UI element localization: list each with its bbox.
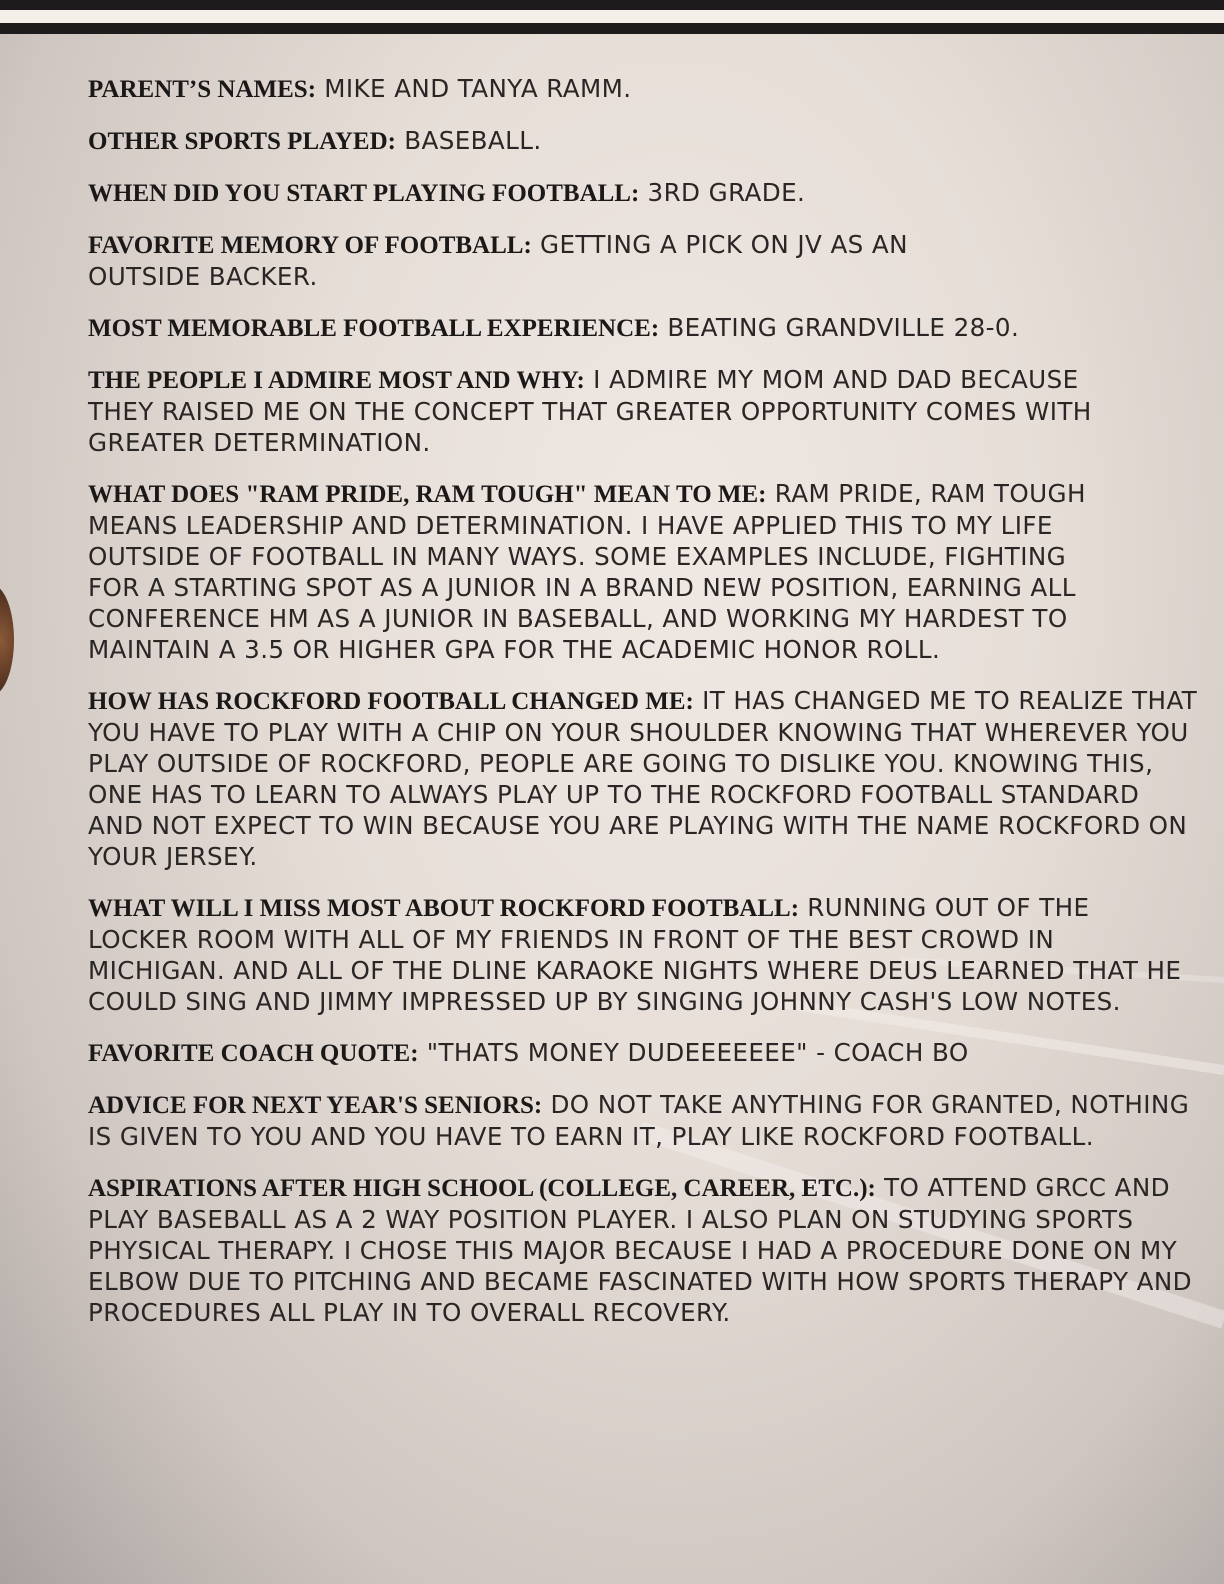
qa-parents-names (88, 73, 1198, 105)
answer-text: BEATING GRANDVILLE 28-0. (667, 313, 1020, 342)
qa-memorable-experience (88, 312, 1198, 344)
qa-miss-most (88, 892, 1198, 1017)
question-label: HOW HAS ROCKFORD FOOTBALL CHANGED ME: (88, 688, 694, 715)
qa-favorite-memory (88, 229, 988, 292)
qa-people-admire (88, 364, 1118, 458)
answer-text: TO ATTEND GRCC AND PLAY BASEBALL AS A 2 WAY POSITION PLAYER. I ALSO PLAN ON STUDYING SPORTS PHYSICAL THERAPY. I CHOSE THIS MAJOR BECAUSE I HAD A PROCEDURE DONE ON MY ELBOW DUE TO PITCHING AND BECAME FASCINATED WITH HOW SPORTS THERAPY AND PROCEDURES ALL PLAY IN TO OVERALL RECOVERY. (88, 1173, 1192, 1327)
questionnaire (88, 73, 1198, 1348)
question-label: FAVORITE MEMORY OF FOOTBALL: (88, 232, 532, 259)
qa-ram-pride (88, 478, 1118, 665)
answer-text: "THATS MONEY DUDEEEEEEE" - COACH BO (426, 1038, 969, 1067)
question-label: WHAT WILL I MISS MOST ABOUT ROCKFORD FOOTBALL: (88, 895, 800, 922)
answer-text: RUNNING OUT OF THE LOCKER ROOM WITH ALL OF MY FRIENDS IN FRONT OF THE BEST CROWD IN MICHIGAN. AND ALL OF THE DLINE KARAOKE NIGHTS WHERE DEUS LEARNED THAT HE COULD SING AND JIMMY IMPRESSED UP BY SINGING JOHNNY CASH'S LOW NOTES. (88, 893, 1182, 1016)
question-label: OTHER SPORTS PLAYED: (88, 128, 396, 155)
qa-advice-seniors (88, 1089, 1198, 1152)
qa-changed-me (88, 685, 1198, 872)
answer-text: MIKE AND TANYA RAMM. (324, 74, 632, 103)
qa-other-sports (88, 125, 1198, 157)
question-label: FAVORITE COACH QUOTE: (88, 1040, 419, 1067)
question-label: THE PEOPLE I ADMIRE MOST AND WHY: (88, 367, 585, 394)
qa-coach-quote (88, 1037, 1198, 1069)
football-edge-image (0, 585, 14, 695)
qa-aspirations (88, 1172, 1198, 1328)
answer-text: 3RD GRADE. (647, 178, 806, 207)
answer-text: GETTING A PICK ON JV AS AN OUTSIDE BACKER. (88, 230, 908, 291)
qa-start-playing (88, 177, 1198, 209)
question-label: MOST MEMORABLE FOOTBALL EXPERIENCE: (88, 315, 660, 342)
answer-text: DO NOT TAKE ANYTHING FOR GRANTED, NOTHING IS GIVEN TO YOU AND YOU HAVE TO EARN IT, PLAY LIKE ROCKFORD FOOTBALL. (88, 1090, 1190, 1151)
question-label: ASPIRATIONS AFTER HIGH SCHOOL (COLLEGE, CAREER, ETC.): (88, 1175, 876, 1202)
answer-text: BASEBALL. (404, 126, 542, 155)
question-label: PARENT’S NAMES: (88, 76, 317, 103)
question-label: WHAT DOES "RAM PRIDE, RAM TOUGH" MEAN TO ME: (88, 481, 767, 508)
answer-text: IT HAS CHANGED ME TO REALIZE THAT YOU HAVE TO PLAY WITH A CHIP ON YOUR SHOULDER KNOWING THAT WHEREVER YOU PLAY OUTSIDE OF ROCKFORD, PEOPLE ARE GOING TO DISLIKE YOU. KNOWING THIS, ONE HAS TO LEARN TO ALWAYS PLAY UP TO THE ROCKFORD FOOTBALL STANDARD AND NOT EXPECT TO WIN BECAUSE YOU ARE PLAYING WITH THE NAME ROCKFORD ON YOUR JERSEY. (88, 686, 1198, 871)
answer-text: RAM PRIDE, RAM TOUGH MEANS LEADERSHIP AND DETERMINATION. I HAVE APPLIED THIS TO MY LIFE OUTSIDE OF FOOTBALL IN MANY WAYS. SOME EXAMPLES INCLUDE, FIGHTING FOR A STARTING SPOT AS A JUNIOR IN A BRAND NEW POSITION, EARNING ALL CONFERENCE HM AS A JUNIOR IN BASEBALL, AND WORKING MY HARDEST TO MAINTAIN A 3.5 OR HIGHER GPA FOR THE ACADEMIC HONOR ROLL. (88, 479, 1086, 664)
question-label: WHEN DID YOU START PLAYING FOOTBALL: (88, 180, 640, 207)
top-border-stripes (0, 0, 1224, 34)
answer-text: I ADMIRE MY MOM AND DAD BECAUSE THEY RAISED ME ON THE CONCEPT THAT GREATER OPPORTUNITY COMES WITH GREATER DETERMINATION. (88, 365, 1092, 457)
question-label: ADVICE FOR NEXT YEAR'S SENIORS: (88, 1092, 543, 1119)
